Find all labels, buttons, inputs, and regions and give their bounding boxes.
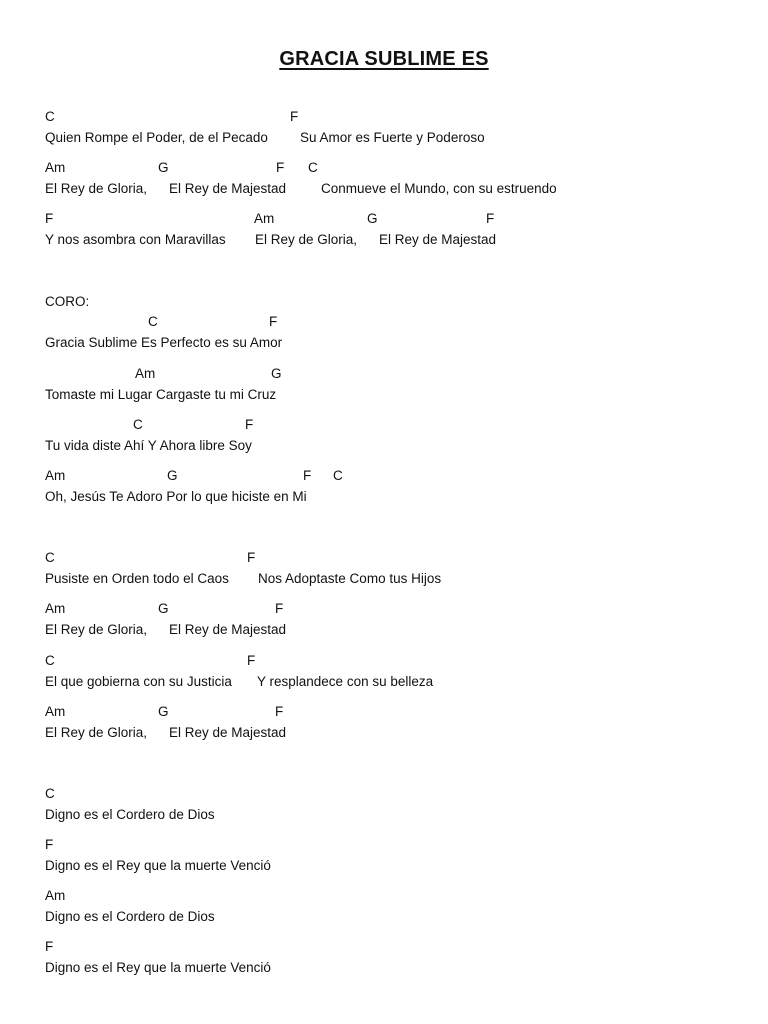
chord: G: [158, 704, 169, 719]
lyric-segment: Su Amor es Fuerte y Poderoso: [300, 130, 485, 145]
chord: F: [247, 653, 256, 668]
lyric-segment: El Rey de Majestad: [169, 725, 287, 740]
chord: Am: [45, 601, 66, 616]
lyric-segment: El Rey de Gloria,: [255, 232, 358, 247]
chord: Am: [135, 366, 156, 381]
lyric-segment: Conmueve el Mundo, con su estruendo: [321, 181, 557, 196]
song-title: GRACIA SUBLIME ES: [279, 48, 489, 70]
lyric-segment: El Rey de Gloria,: [45, 181, 148, 196]
chord: Am: [254, 211, 275, 226]
lyric-segment: El que gobierna con su Justicia: [45, 674, 232, 689]
chord: G: [158, 160, 169, 175]
lyric-segment: Pusiste en Orden todo el Caos: [45, 571, 229, 586]
chord: G: [367, 211, 378, 226]
chord: C: [133, 417, 143, 432]
chord: F: [275, 704, 284, 719]
chord: C: [308, 160, 318, 175]
lyric-segment: El Rey de Majestad: [169, 622, 287, 637]
chord: G: [271, 366, 282, 381]
chord: C: [333, 468, 343, 483]
lyric-segment: El Rey de Majestad: [379, 232, 497, 247]
chord: Am: [45, 704, 66, 719]
chord: C: [45, 109, 55, 124]
chord: Am: [45, 468, 66, 483]
lyric-segment: Digno es el Cordero de Dios: [45, 807, 215, 822]
lyric-segment: Digno es el Rey que la muerte Venció: [45, 858, 271, 873]
chord: G: [158, 601, 169, 616]
lyric-segment: Nos Adoptaste Como tus Hijos: [258, 571, 442, 586]
chord: F: [269, 314, 278, 329]
section-label-text: CORO:: [45, 294, 90, 309]
lyric-segment: Oh, Jesús Te Adoro Por lo que hiciste en Mi: [45, 489, 307, 504]
chord: F: [290, 109, 299, 124]
lyric-segment: Y nos asombra con Maravillas: [45, 232, 226, 247]
lyric-segment: Digno es el Rey que la muerte Venció: [45, 960, 271, 975]
lyric-segment: Tomaste mi Lugar Cargaste tu mi Cruz: [45, 387, 277, 402]
chord: C: [45, 786, 55, 801]
chord: F: [45, 837, 54, 852]
lyric-segment: El Rey de Gloria,: [45, 725, 148, 740]
chord: F: [275, 601, 284, 616]
chord: F: [247, 550, 256, 565]
chord: F: [486, 211, 495, 226]
lyric-segment: Digno es el Cordero de Dios: [45, 909, 215, 924]
lyric-segment: El Rey de Gloria,: [45, 622, 148, 637]
chord: Am: [45, 160, 66, 175]
chord: F: [45, 939, 54, 954]
chord: G: [167, 468, 178, 483]
chord: F: [276, 160, 285, 175]
chord: F: [245, 417, 254, 432]
lyric-segment: El Rey de Majestad: [169, 181, 287, 196]
chord: C: [45, 550, 55, 565]
chord: F: [45, 211, 54, 226]
lyric-segment: Y resplandece con su belleza: [257, 674, 434, 689]
lyric-segment: Quien Rompe el Poder, de el Pecado: [45, 130, 268, 145]
lyric-segment: Gracia Sublime Es Perfecto es su Amor: [45, 335, 283, 350]
chord: Am: [45, 888, 66, 903]
chord: C: [148, 314, 158, 329]
lyric-segment: Tu vida diste Ahí Y Ahora libre Soy: [45, 438, 252, 453]
chord: C: [45, 653, 55, 668]
chord: F: [303, 468, 312, 483]
